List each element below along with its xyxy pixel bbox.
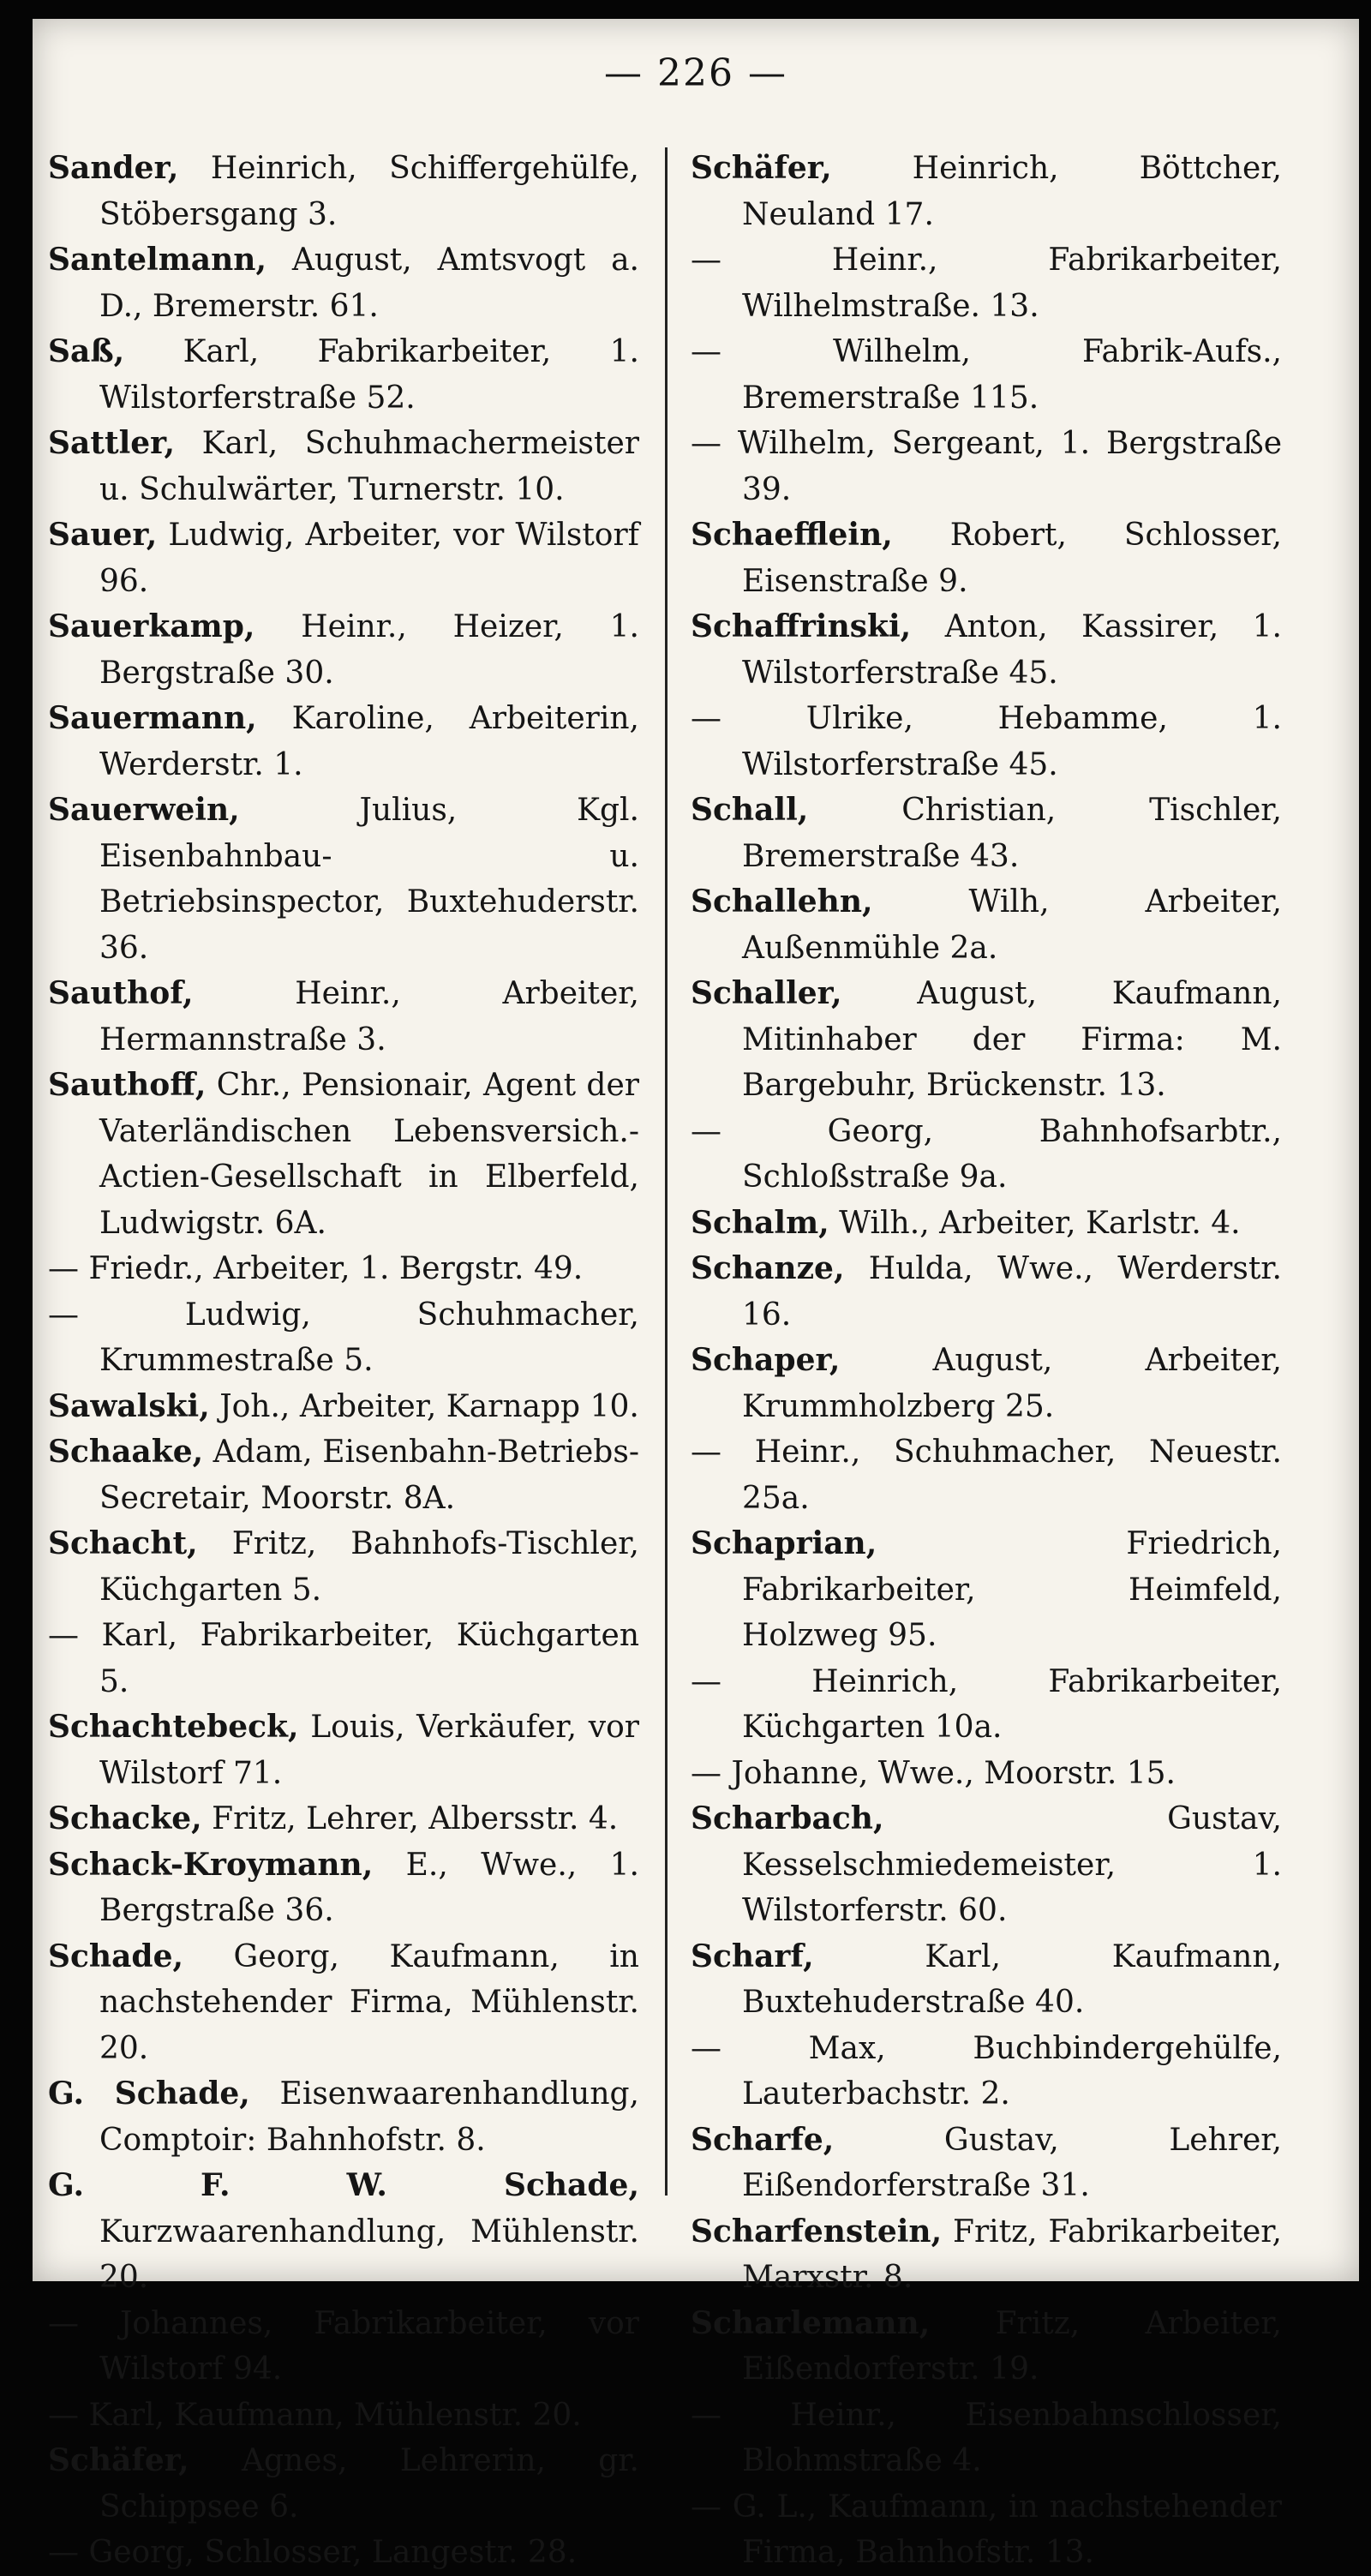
entry-name: G. F. W. Schade, xyxy=(48,2167,639,2203)
directory-entry xyxy=(691,971,1282,1109)
directory-entry xyxy=(48,329,639,421)
directory-entry xyxy=(48,1842,639,1934)
directory-entry xyxy=(691,1201,1282,1247)
entry-name: Schaake, xyxy=(48,1434,204,1470)
entry-details: — Heinr., Eisenbahnschlosser, Blohmstraße 4. xyxy=(691,2397,1282,2478)
directory-entry xyxy=(691,788,1282,879)
entry-details: Heinrich, Schiffergehülfe, Stöbersgang 3. xyxy=(99,151,639,232)
entry-name: Schacht, xyxy=(48,1525,198,1561)
directory-entry xyxy=(48,1613,639,1704)
entry-name: Schalm, xyxy=(691,1204,829,1241)
directory-entry xyxy=(48,146,639,237)
directory-entry xyxy=(691,1934,1282,2026)
entry-details: Georg, Kaufmann, in nachstehender Firma, Mühlenstr. 20. xyxy=(99,1938,639,2066)
entry-name: Schaper, xyxy=(691,1342,841,1378)
entry-details: — Georg, Schlosser, Langestr. 28. xyxy=(48,2535,578,2570)
entry-details: Friedrich, Fabrikarbeiter, Heimfeld, Holzweg 95. xyxy=(742,1526,1282,1653)
directory-page xyxy=(33,19,1359,2570)
directory-entry xyxy=(691,1429,1282,1521)
entry-details: — Wilhelm, Sergeant, 1. Bergstraße 39. xyxy=(691,426,1282,507)
entry-details: — Karl, Fabrikarbeiter, Küchgarten 5. xyxy=(48,1618,639,1699)
entry-details: Adam, Eisenbahn-Betriebs-Secretair, Moorstr. 8A. xyxy=(99,1435,639,1516)
entry-name: Schaller, xyxy=(691,975,842,1011)
directory-entry xyxy=(691,604,1282,696)
directory-entry xyxy=(48,1796,639,1842)
entry-details: Agnes, Lehrerin, gr. Schippsee 6. xyxy=(99,2443,639,2525)
entry-details: Gustav, Lehrer, Eißendorferstraße 31. xyxy=(742,2122,1282,2203)
entry-details: — Georg, Bahnhofsarbtr., Schloßstraße 9a. xyxy=(691,1113,1282,1195)
entry-details: — G. L., Kaufmann, in nachstehender Firma, Bahnhofstr. 13. xyxy=(691,2489,1282,2570)
entry-details: Anton, Kassirer, 1. Wilstorferstraße 45. xyxy=(742,609,1282,691)
directory-entry xyxy=(48,1384,639,1430)
entry-details: — Johanne, Wwe., Moorstr. 15. xyxy=(691,1755,1176,1791)
directory-entry xyxy=(48,696,639,788)
directory-entry xyxy=(48,421,639,512)
column-divider xyxy=(665,147,668,2196)
entry-details: Hulda, Wwe., Werderstr. 16. xyxy=(742,1251,1282,1333)
entry-details: — Heinrich, Fabrikarbeiter, Küchgarten 10a. xyxy=(691,1663,1282,1745)
page-number: — 226 — xyxy=(604,51,787,95)
entry-details: Fritz, Bahnhofs-Tischler, Küchgarten 5. xyxy=(99,1526,639,1608)
entry-name: Sauthof, xyxy=(48,975,194,1011)
entry-details: Fritz, Fabrikarbeiter, Marxstr. 8. xyxy=(742,2214,1282,2295)
entry-details: August, Arbeiter, Krummholzberg 25. xyxy=(742,1343,1282,1424)
directory-entry xyxy=(48,1704,639,1796)
directory-entry xyxy=(48,2301,639,2393)
directory-entry xyxy=(48,1063,639,1246)
entry-details: Heinr., Arbeiter, Hermannstraße 3. xyxy=(99,976,639,1057)
entry-name: Sauermann, xyxy=(48,700,257,736)
entry-details: — Ulrike, Hebamme, 1. Wilstorferstraße 45. xyxy=(691,701,1282,782)
entry-details: Fritz, Arbeiter, Eißendorferstr. 19. xyxy=(742,2305,1282,2387)
entry-details: Chr., Pensionair, Agent der Vaterländischen Lebensversich.-Actien-Gesellschaft in Elberfeld, Ludwigstr. 6A. xyxy=(99,1068,639,1241)
directory-entry xyxy=(691,2393,1282,2484)
entry-name: Scharlemann, xyxy=(691,2304,931,2341)
directory-entry xyxy=(691,421,1282,512)
entry-details: Heinrich, Böttcher, Neuland 17. xyxy=(742,151,1282,232)
directory-entry xyxy=(48,2438,639,2530)
directory-entry xyxy=(691,1109,1282,1201)
directory-entry xyxy=(691,2209,1282,2301)
directory-entry xyxy=(691,237,1282,329)
entry-details: Karl, Fabrikarbeiter, 1. Wilstorferstraße 52. xyxy=(99,334,639,416)
entry-name: Sauthoff, xyxy=(48,1067,207,1103)
directory-entry xyxy=(48,1521,639,1613)
entry-name: G. Schade, xyxy=(48,2076,250,2112)
entry-name: Schanze, xyxy=(691,1250,845,1286)
directory-entry xyxy=(48,604,639,696)
entry-details: Julius, Kgl. Eisenbahnbau- u. Betriebsinspector, Buxtehuderstr. 36. xyxy=(99,793,639,966)
entry-details: Louis, Verkäufer, vor Wilstorf 71. xyxy=(99,1710,639,1791)
directory-entry xyxy=(48,1934,639,2072)
entry-name: Schaffrinski, xyxy=(691,608,912,644)
entry-name: Schack-Kroymann, xyxy=(48,1846,374,1883)
directory-entry xyxy=(691,512,1282,604)
entry-name: Schacke, xyxy=(48,1800,202,1836)
entry-details: Wilh., Arbeiter, Karlstr. 4. xyxy=(829,1205,1241,1241)
directory-entry xyxy=(691,2118,1282,2209)
entry-name: Schäfer, xyxy=(691,150,832,186)
entry-name: Sawalski, xyxy=(48,1387,210,1424)
directory-entry xyxy=(691,1659,1282,1751)
entry-details: Joh., Arbeiter, Karnapp 10. xyxy=(209,1388,639,1424)
directory-entry xyxy=(691,2026,1282,2118)
entry-details: — Heinr., Fabrikarbeiter, Wilhelmstraße. 13. xyxy=(691,243,1282,324)
entry-details: — Karl, Kaufmann, Mühlenstr. 20. xyxy=(48,2397,582,2433)
entry-name: Scharfenstein, xyxy=(691,2213,943,2250)
directory-entry xyxy=(691,146,1282,237)
entry-name: Sauerkamp, xyxy=(48,608,255,644)
entry-details: Christian, Tischler, Bremerstraße 43. xyxy=(742,793,1282,874)
entry-name: Sander, xyxy=(48,150,179,186)
entry-name: Saß, xyxy=(48,333,125,369)
directory-entry xyxy=(48,2163,639,2301)
entry-details: Gustav, Kesselschmiedemeister, 1. Wilstorferstr. 60. xyxy=(742,1801,1282,1928)
entry-name: Sauer, xyxy=(48,517,158,553)
entry-details: Fritz, Lehrer, Albersstr. 4. xyxy=(201,1801,619,1836)
directory-entry xyxy=(691,329,1282,421)
directory-entry xyxy=(691,696,1282,788)
entry-details: — Ludwig, Schuhmacher, Krummestraße 5. xyxy=(48,1297,639,1378)
directory-entry xyxy=(691,1796,1282,1934)
entry-name: Schall, xyxy=(691,792,809,828)
entry-name: Schallehn, xyxy=(691,884,873,920)
entry-details: Karoline, Arbeiterin, Werderstr. 1. xyxy=(99,701,639,782)
directory-entry xyxy=(48,237,639,329)
directory-entry xyxy=(48,1429,639,1521)
entry-name: Santelmann, xyxy=(48,242,267,278)
directory-entry xyxy=(691,1246,1282,1338)
entry-name: Schaprian, xyxy=(691,1525,877,1561)
directory-entry xyxy=(48,1246,639,1292)
entry-details: — Max, Buchbindergehülfe, Lauterbachstr. 2. xyxy=(691,2030,1282,2112)
entry-details: Wilh, Arbeiter, Außenmühle 2a. xyxy=(742,884,1282,966)
directory-entry xyxy=(48,512,639,604)
entry-details: Kurzwaarenhandlung, Mühlenstr. 20. xyxy=(99,2214,639,2295)
directory-entry xyxy=(691,1521,1282,1659)
directory-entry xyxy=(691,1338,1282,1429)
entry-details: — Wilhelm, Fabrik-Aufs., Bremerstraße 115. xyxy=(691,334,1282,416)
entry-details: Robert, Schlosser, Eisenstraße 9. xyxy=(742,518,1282,599)
directory-entry xyxy=(48,971,639,1063)
entry-details: E., Wwe., 1. Bergstraße 36. xyxy=(99,1847,639,1928)
entry-name: Schäfer, xyxy=(48,2442,189,2478)
entry-details: Eisenwaarenhandlung, Comptoir: Bahnhofstr. 8. xyxy=(99,2076,639,2158)
entry-details: — Friedr., Arbeiter, 1. Bergstr. 49. xyxy=(48,1251,584,1286)
directory-entry xyxy=(691,879,1282,971)
entry-name: Sattler, xyxy=(48,425,176,461)
entry-name: Schaefflein, xyxy=(691,517,893,553)
entry-name: Scharbach, xyxy=(691,1800,884,1836)
entry-name: Schachtebeck, xyxy=(48,1709,299,1745)
entry-name: Scharfe, xyxy=(691,2121,835,2158)
entry-details: Karl, Schuhmachermeister u. Schulwärter, Turnerstr. 10. xyxy=(99,426,639,507)
directory-entry xyxy=(691,2484,1282,2576)
directory-entry xyxy=(48,1292,639,1384)
entry-details: August, Amtsvogt a. D., Bremerstr. 61. xyxy=(99,243,639,324)
directory-entry xyxy=(691,1751,1282,1797)
directory-entry xyxy=(48,2530,639,2576)
directory-entry xyxy=(48,2393,639,2439)
entry-details: August, Kaufmann, Mitinhaber der Firma: M. Bargebuhr, Brückenstr. 13. xyxy=(742,976,1282,1103)
entry-name: Sauerwein, xyxy=(48,792,240,828)
directory-entry xyxy=(48,2071,639,2163)
directory-entry xyxy=(691,2301,1282,2393)
entry-details: — Johannes, Fabrikarbeiter, vor Wilstorf 94. xyxy=(48,2305,639,2387)
left-column xyxy=(48,146,639,2576)
entry-details: Karl, Kaufmann, Buxtehuderstraße 40. xyxy=(742,1938,1282,2020)
entry-name: Schade, xyxy=(48,1938,184,1974)
right-column xyxy=(691,146,1282,2576)
entry-details: Ludwig, Arbeiter, vor Wilstorf 96. xyxy=(99,518,639,599)
entry-details: — Heinr., Schuhmacher, Neuestr. 25a. xyxy=(691,1435,1282,1516)
directory-entry xyxy=(48,788,639,971)
entry-name: Scharf, xyxy=(691,1938,814,1974)
entry-details: Heinr., Heizer, 1. Bergstraße 30. xyxy=(99,609,639,691)
